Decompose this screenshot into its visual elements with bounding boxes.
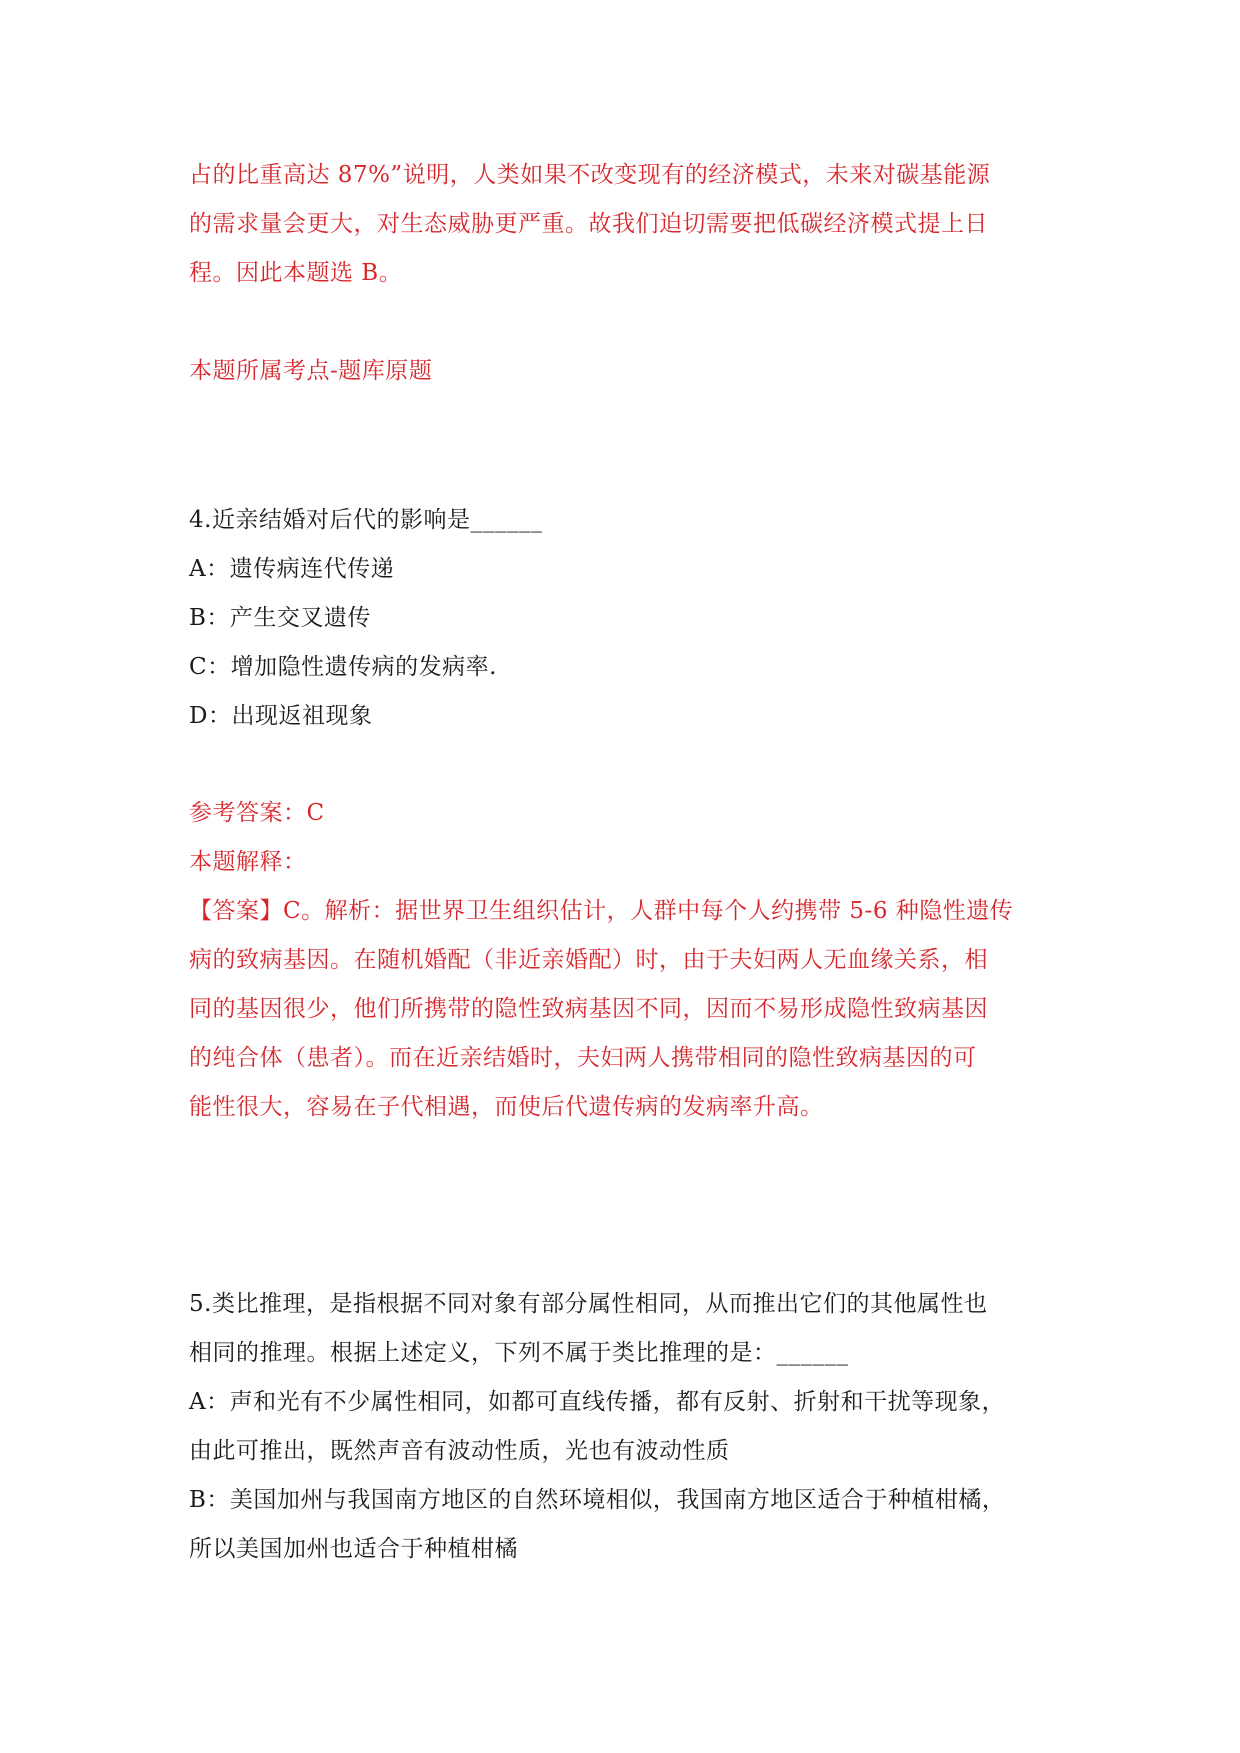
prev-explanation-line: 的需求量会更大，对生态威胁更严重。故我们迫切需要把低碳经济模式提上日: [189, 211, 988, 237]
q5-stem-line: 5.类比推理，是指根据不同对象有部分属性相同，从而推出它们的其他属性也: [189, 1291, 988, 1317]
q4-explanation-line: 能性很大，容易在子代相遇，而使后代遗传病的发病率升高。: [189, 1094, 824, 1120]
q5-stem-line: 相同的推理。根据上述定义，下列不属于类比推理的是：______: [189, 1340, 849, 1366]
q5-option-a-line: 由此可推出，既然声音有波动性质，光也有波动性质: [189, 1438, 730, 1464]
q4-explanation-line: 的纯合体（患者）。而在近亲结婚时，夫妇两人携带相同的隐性致病基因的可: [189, 1045, 977, 1071]
prev-explanation-line: 程。因此本题选 B。: [189, 260, 403, 286]
q5-option-b-line: 所以美国加州也适合于种植柑橘: [189, 1536, 518, 1562]
q4-option-b: B：产生交叉遗传: [189, 605, 371, 631]
q4-explanation-line: 病的致病基因。在随机婚配（非近亲婚配）时，由于夫妇两人无血缘关系，相: [189, 947, 988, 973]
q4-explanation-label: 本题解释：: [189, 849, 307, 875]
q4-explanation-line: 同的基因很少，他们所携带的隐性致病基因不同，因而不易形成隐性致病基因: [189, 996, 988, 1022]
prev-explanation-line: 占的比重高达 87%”说明，人类如果不改变现有的经济模式，未来对碳基能源: [189, 162, 991, 188]
prev-topic: 本题所属考点-题库原题: [189, 358, 433, 384]
q4-option-a: A：遗传病连代传递: [189, 556, 395, 582]
q4-stem: 4.近亲结婚对后代的影响是______: [189, 507, 543, 533]
q4-answer: 参考答案：C: [189, 800, 325, 826]
q5-option-a-line: A：声和光有不少属性相同，如都可直线传播，都有反射、折射和干扰等现象，: [189, 1389, 1006, 1415]
q4-option-d: D：出现返祖现象: [189, 703, 373, 729]
q5-option-b-line: B：美国加州与我国南方地区的自然环境相似，我国南方地区适合于种植柑橘，: [189, 1487, 1006, 1513]
q4-option-c: C：增加隐性遗传病的发病率.: [189, 654, 497, 680]
q4-explanation-line: 【答案】C。解析：据世界卫生组织估计，人群中每个人约携带 5-6 种隐性遗传: [189, 898, 1014, 924]
